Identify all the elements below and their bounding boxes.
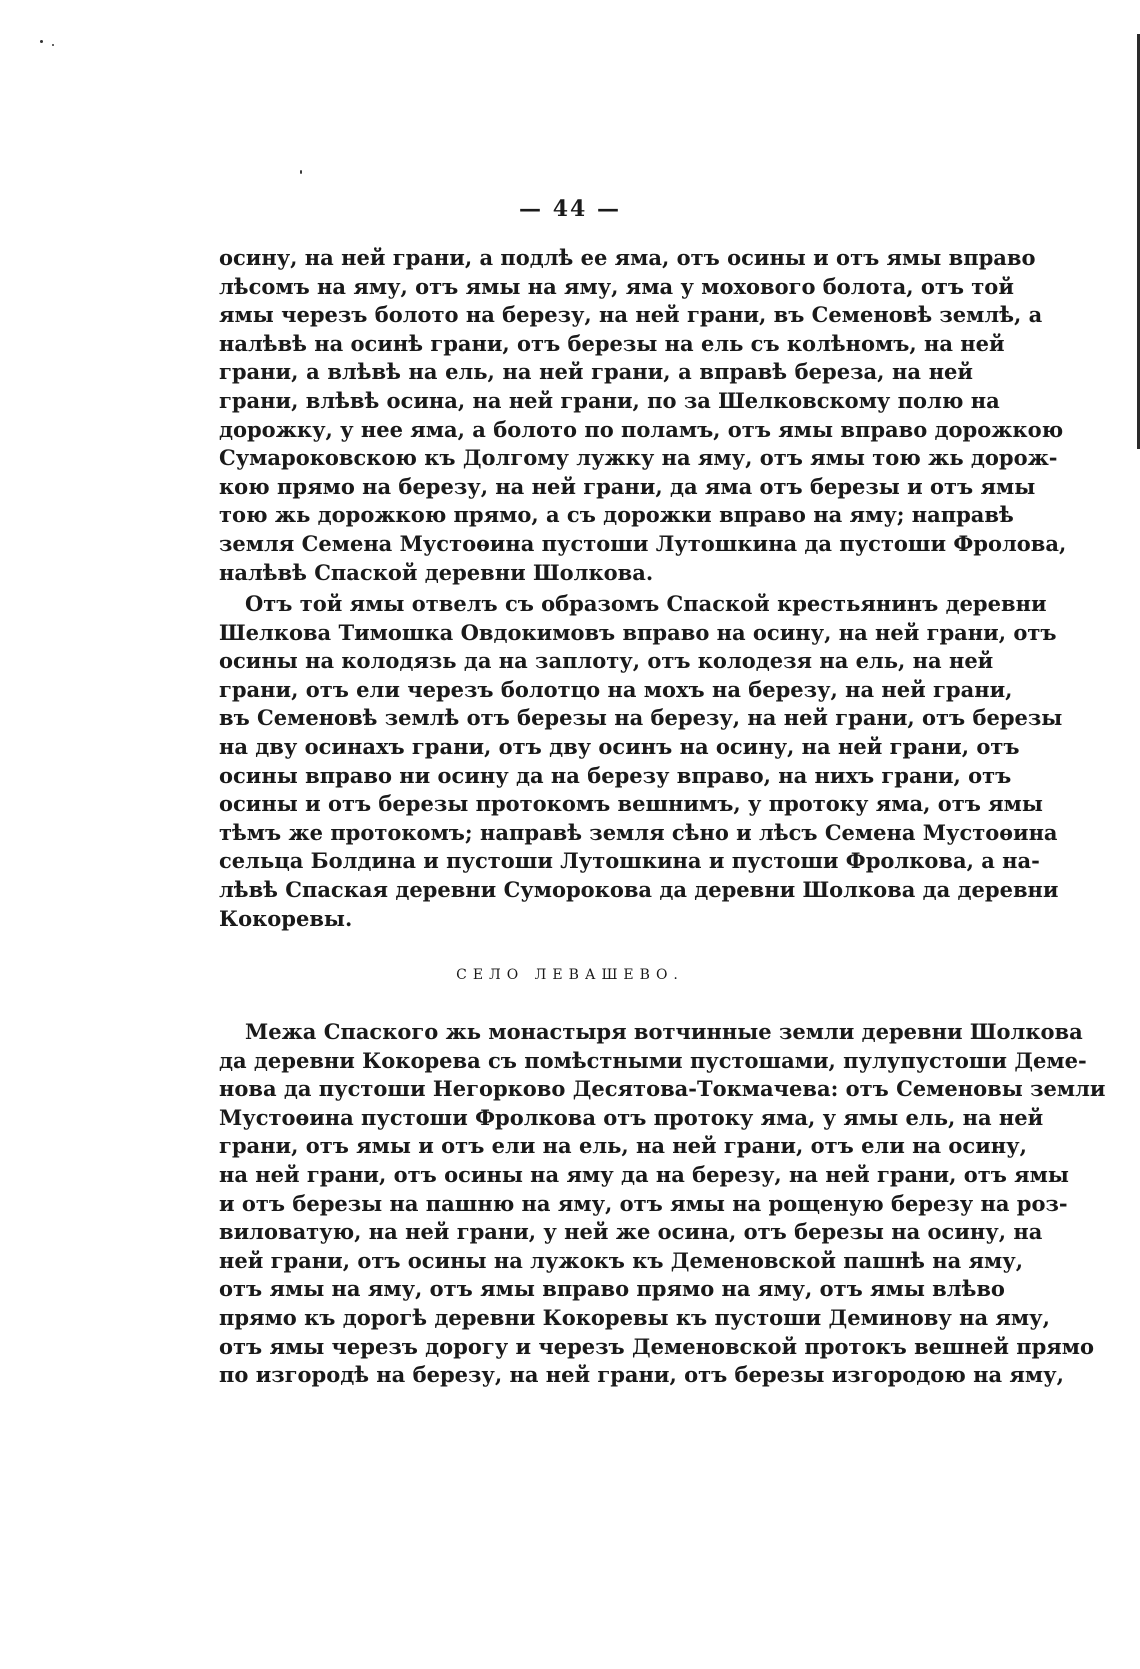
- text-line: лѣвѣ Спаская деревни Суморокова да деревни Шолкова да деревни: [219, 876, 1059, 902]
- text-line: осины и отъ березы протокомъ вешнимъ, у протоку яма, отъ ямы: [219, 791, 1043, 817]
- text-line: виловатую, на ней грани, у ней же осина, отъ березы на осину, на: [219, 1219, 1043, 1245]
- text-line: Кокоревы.: [219, 905, 353, 931]
- paragraph-1: [219, 244, 1067, 587]
- paragraph-3: [219, 1018, 1106, 1390]
- text-line: грани, отъ ямы и отъ ели на ель, на ней грани, отъ ели на осину,: [219, 1133, 1027, 1159]
- section-heading: СЕЛО ЛЕВАШЕВО.: [456, 967, 684, 983]
- text-line: да деревни Кокорева съ помѣстными пустошами, пулупустоши Деме-: [219, 1047, 1087, 1073]
- text-line: тою жь дорожкою прямо, а съ дорожки вправо на яму; направѣ: [219, 502, 1014, 528]
- text-line: отъ ямы черезъ дорогу и черезъ Деменовской протокъ вешней прямо: [219, 1333, 1095, 1359]
- text-line: отъ ямы на яму, отъ ямы вправо прямо на яму, отъ ямы влѣво: [219, 1276, 1005, 1302]
- text-line: налѣвѣ на осинѣ грани, отъ березы на ель съ колѣномъ, на ней: [219, 330, 1005, 356]
- scan-speck: [300, 170, 302, 174]
- text-line: на ней грани, отъ осины на яму да на березу, на ней грани, отъ ямы: [219, 1161, 1069, 1187]
- text-line: ямы черезъ болото на березу, на ней грани, въ Семеновѣ землѣ, а: [219, 302, 1043, 328]
- text-line: лѣсомъ на яму, отъ ямы на яму, яма у мохового болота, отъ той: [219, 273, 1014, 299]
- text-line: прямо къ дорогѣ деревни Кокоревы къ пустоши Деминову на яму,: [219, 1304, 1050, 1330]
- text-line: сельца Болдина и пустоши Лутошкина и пустоши Фролкова, а на-: [219, 848, 1040, 874]
- page-number: — 44 —: [519, 196, 621, 222]
- text-line: осины вправо ни осину да на березу вправо, на нихъ грани, отъ: [219, 762, 1012, 788]
- text-line: по изгородѣ на березу, на ней грани, отъ березы изгородою на яму,: [219, 1362, 1064, 1388]
- text-line: тѣмъ же протокомъ; направѣ земля сѣно и лѣсъ Семена Мустоѳина: [219, 819, 1058, 845]
- text-line: нова да пустоши Негорково Десятова-Токмачева: отъ Семеновы земли: [219, 1076, 1106, 1102]
- text-line: Сумароковскою къ Долгому лужку на яму, отъ ямы тою жь дорож-: [219, 445, 1058, 471]
- text-line: грани, влѣвѣ осина, на ней грани, по за Шелковскому полю на: [219, 387, 1000, 413]
- text-line: въ Семеновѣ землѣ отъ березы на березу, на ней грани, отъ березы: [219, 705, 1063, 731]
- text-line: Отъ той ямы отвелъ съ образомъ Спаской крестьянинъ деревни: [245, 591, 1047, 616]
- text-line: на дву осинахъ грани, отъ дву осинъ на осину, на ней грани, отъ: [219, 733, 1020, 759]
- text-line: осину, на ней грани, а подлѣ ее яма, отъ осины и отъ ямы вправо: [219, 245, 1036, 270]
- text-line: грани, отъ ели черезъ болотцо на мохъ на березу, на ней грани,: [219, 676, 1013, 702]
- text-line: налѣвѣ Спаской деревни Шолкова.: [219, 559, 654, 585]
- text-line: земля Семена Мустоѳина пустоши Лутошкина да пустоши Фролова,: [219, 530, 1067, 556]
- text-line: и отъ березы на пашню на яму, отъ ямы на рощеную березу на роз-: [219, 1190, 1068, 1216]
- text-line: грани, а влѣвѣ на ель, на ней грани, а вправѣ береза, на ней: [219, 359, 973, 385]
- text-line: Мустоѳина пустоши Фролкова отъ протоку яма, у ямы ель, на ней: [219, 1104, 1044, 1130]
- text-line: Межа Спаского жь монастыря вотчинные земли деревни Шолкова: [245, 1019, 1083, 1044]
- text-line: кою прямо на березу, на ней грани, да яма отъ березы и отъ ямы: [219, 473, 1036, 499]
- paragraph-2: [219, 590, 1063, 933]
- scan-speck: [52, 44, 54, 46]
- scan-speck: [40, 40, 43, 43]
- text-line: дорожку, у нее яма, а болото по поламъ, отъ ямы вправо дорожкою: [219, 416, 1064, 442]
- text-line: осины на колодязь да на заплоту, отъ колодезя на ель, на ней: [219, 648, 994, 674]
- text-line: Шелкова Тимошка Овдокимовъ вправо на осину, на ней грани, отъ: [219, 619, 1057, 645]
- text-line: ней грани, отъ осины на лужокъ къ Деменовской пашнѣ на яму,: [219, 1247, 1024, 1273]
